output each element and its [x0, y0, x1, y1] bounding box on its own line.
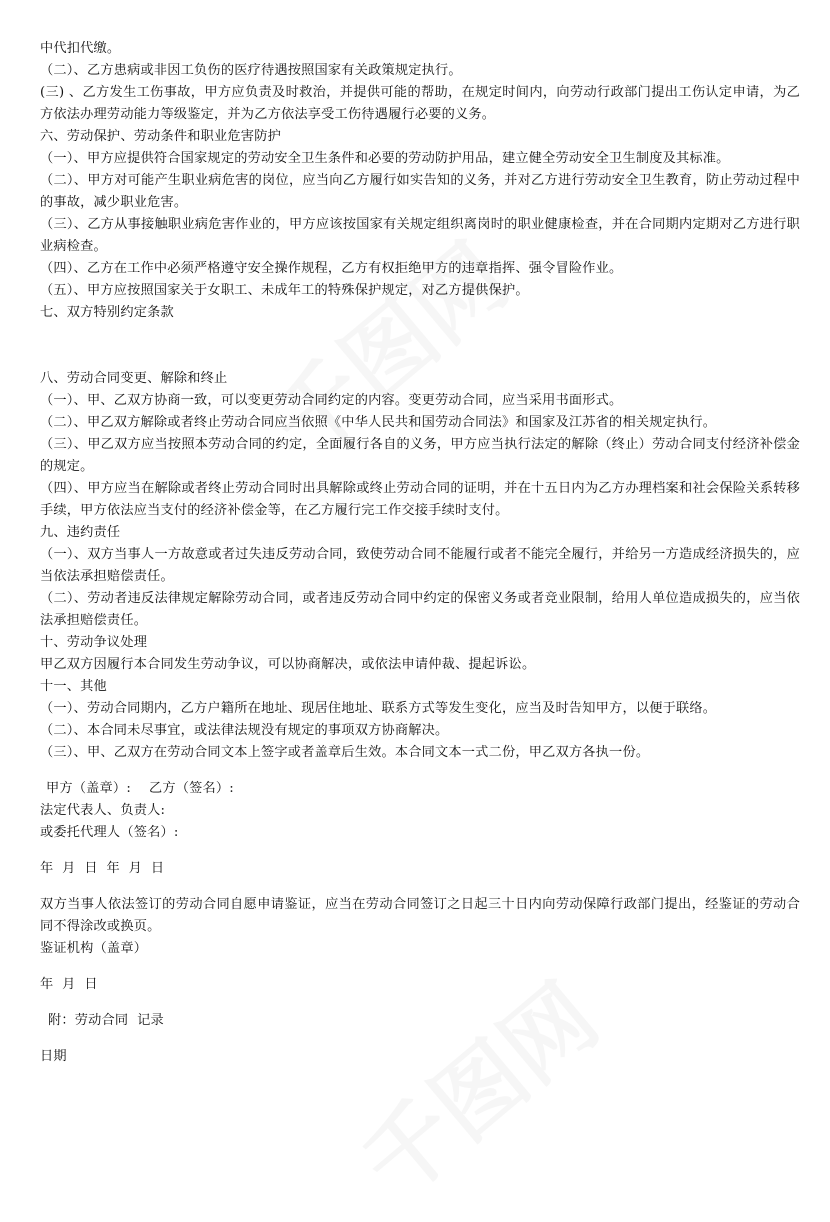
paragraph: （一）、甲、乙双方协商一致，可以变更劳动合同约定的内容。变更劳动合同，应当采用书面形式。 — [40, 393, 623, 408]
appendix-label: 附：劳动合同 记录 — [48, 1013, 164, 1028]
paragraph: 中代扣代缴。 — [40, 41, 121, 56]
section-heading: 六、劳动保护、劳动条件和职业危害防护 — [40, 129, 281, 144]
section-heading: 七、双方特别约定条款 — [40, 305, 174, 320]
paragraph: （二）、甲乙双方解除或者终止劳动合同应当依照《中华人民共和国劳动合同法》和国家及江苏省的相关规定执行。 — [40, 415, 717, 430]
paragraph: （三）、乙方从事接触职业病危害作业的，甲方应该按国家有关规定组织离岗时的职业健康检查，并在合同期内定期对乙方进行职业病检查。 — [40, 217, 800, 254]
paragraph: （一）、劳动合同期内，乙方户籍所在地址、现居住地址、联系方式等发生变化，应当及时告知甲方，以便于联络。 — [40, 701, 717, 716]
agent-label: 或委托代理人（签名）: — [40, 825, 179, 840]
paragraph: （一）、甲方应提供符合国家规定的劳动安全卫生条件和必要的劳动防护用品，建立健全劳动安全卫生制度及其标准。 — [40, 151, 730, 166]
paragraph: （二）、乙方患病或非因工负伤的医疗待遇按照国家有关政策规定执行。 — [40, 63, 462, 78]
verification-note: 双方当事人依法签订的劳动合同自愿申请鉴证，应当在劳动合同签订之日起三十日内向劳动保障行政部门提出，经鉴证的劳动合同不得涂改或换页。 — [40, 897, 800, 934]
document-page — [40, 38, 800, 1068]
section-heading: 十、劳动争议处理 — [40, 635, 148, 650]
verification-date: 年 月 日 — [40, 977, 98, 992]
paragraph: （二）、甲方对可能产生职业病危害的岗位，应当向乙方履行如实告知的义务，并对乙方进行劳动安全卫生教育，防止劳动过程中的事故，减少职业危害。 — [40, 173, 800, 210]
blank-special-terms — [40, 324, 800, 368]
paragraph: （三）、甲、乙双方在劳动合同文本上签字或者盖章后生效。本合同文本一式二份，甲乙双方各执一份。 — [40, 745, 650, 760]
paragraph: （五）、甲方应按照国家关于女职工、未成年工的特殊保护规定，对乙方提供保护。 — [40, 283, 529, 298]
signature-row — [40, 778, 800, 800]
paragraph: (三) 、乙方发生工伤事故，甲方应负责及时救治，并提供可能的帮助，在规定时间内，向劳动行政部门提出工伤认定申请，为乙方依法办理劳动能力等级鉴定，并为乙方依法享受工伤待遇履行必要的义务。 — [40, 85, 800, 122]
section-heading: 十一、其他 — [40, 679, 107, 694]
paragraph: 甲乙双方因履行本合同发生劳动争议，可以协商解决，或依法申请仲裁、提起诉讼。 — [40, 657, 536, 672]
legal-rep-label: 法定代表人、负责人: — [40, 803, 166, 818]
signing-dates: 年 月 日 年 月 日 — [40, 861, 165, 876]
paragraph: （二）、本合同未尽事宜，或法律法规没有规定的事项双方协商解决。 — [40, 723, 449, 738]
paragraph: （二）、劳动者违反法律规定解除劳动合同，或者违反劳动合同中约定的保密义务或者竞业限制，给用人单位造成损失的，应当依法承担赔偿责任。 — [40, 591, 800, 628]
party-b-label: 乙方（签名）: — [148, 781, 234, 796]
paragraph: （一）、双方当事人一方故意或者过失违反劳动合同，致使劳动合同不能履行或者不能完全履行，并给另一方造成经济损失的，应当依法承担赔偿责任。 — [40, 547, 800, 584]
paragraph: （四）、乙方在工作中必须严格遵守安全操作规程，乙方有权拒绝甲方的违章指挥、强令冒险作业。 — [40, 261, 623, 276]
section-heading: 八、劳动合同变更、解除和终止 — [40, 371, 228, 386]
paragraph: （四）、甲方应当在解除或者终止劳动合同时出具解除或终止劳动合同的证明，并在十五日内为乙方办理档案和社会保险关系转移手续，甲方依法应当支付的经济补偿金等，在乙方履行完工作交接手续时支付。 — [40, 481, 800, 518]
verification-org-label: 鉴证机构（盖章） — [40, 941, 148, 956]
section-heading: 九、违约责任 — [40, 525, 121, 540]
party-a-label: 甲方（盖章）: — [46, 781, 131, 796]
date-label: 日期 — [40, 1049, 67, 1064]
paragraph: （三）、甲乙双方应当按照本劳动合同的约定，全面履行各自的义务，甲方应当执行法定的解除（终止）劳动合同支付经济补偿金的规定。 — [40, 437, 800, 474]
